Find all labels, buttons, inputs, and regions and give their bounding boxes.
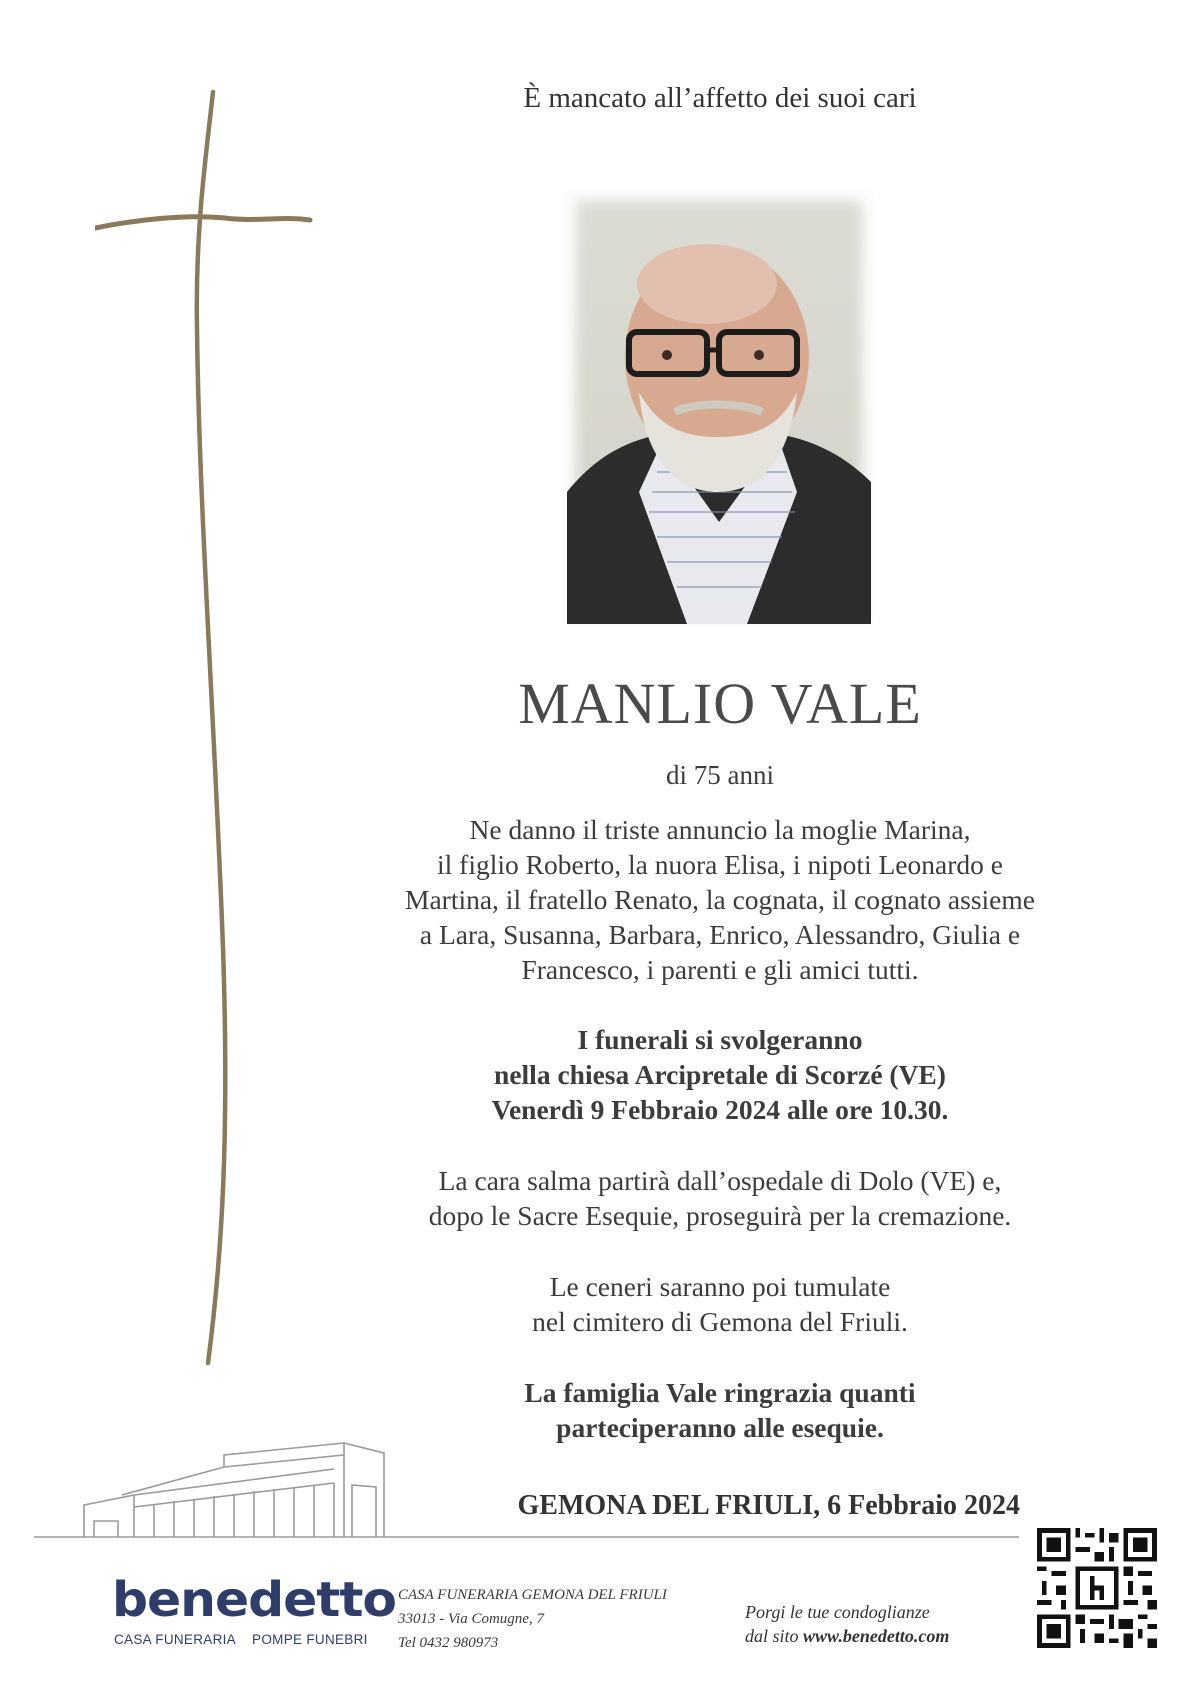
ashes-line: Le ceneri saranno poi tumulate [549,1271,891,1302]
place-and-date: GEMONA DEL FRIULI, 6 Febbraio 2024 [517,1490,1020,1521]
announcement-text [360,812,1080,987]
building-illustration [34,1425,1019,1545]
deceased-name: MANLIO VALE [518,671,922,736]
funeral-line: Venerdì 9 Febbraio 2024 alle ore 10.30. [491,1094,949,1125]
announcement-line: a Lara, Susanna, Barbara, Enrico, Alessandro, Giulia e [419,919,1021,950]
body-departure-info [360,1163,1080,1233]
announcement-line: Francesco, i parenti e gli amici tutti. [521,954,919,985]
website-link[interactable]: www.benedetto.com [803,1626,950,1646]
announcement-line: Ne danno il triste annuncio la moglie Marina, [469,814,971,845]
departure-line: dopo le Sacre Esequie, proseguirà per la cremazione. [428,1200,1012,1231]
cross-ornament [95,88,335,1368]
address-line: Tel 0432 980973 [398,1635,499,1651]
address-line: 33013 - Via Comugne, 7 [398,1611,544,1627]
portrait-photo [567,192,871,624]
funeral-line: nella chiesa Arcipretale di Scorzé (VE) [494,1059,946,1090]
departure-line: La cara salma partirà dall’ospedale di Dolo (VE) e, [438,1165,1002,1196]
condolences-note [745,1600,1010,1648]
funeral-info [360,1022,1080,1127]
ashes-line: nel cimitero di Gemona del Friuli. [532,1306,908,1337]
condolences-site-line [745,1624,1010,1648]
logo-subtitle-left: CASA FUNERARIA [114,1632,236,1647]
announcement-line: Martina, il fratello Renato, la cognata, il cognato assieme [405,884,1035,915]
announcement-line: il figlio Roberto, la nuora Elisa, i nipoti Leonardo e [437,849,1003,880]
thanks-line: parteciperanno alle esequie. [556,1412,884,1443]
intro-text: È mancato all’affetto dei suoi cari [523,82,917,114]
condolences-line: Porgi le tue condoglianze [745,1602,930,1622]
funeral-line: I funerali si svolgeranno [577,1024,863,1055]
logo-subtitle-right: POMPE FUNEBRI [252,1632,368,1647]
funeral-home-address [398,1583,667,1655]
benedetto-logo: benedetto [112,1572,396,1628]
thanks-line: La famiglia Vale ringrazia quanti [524,1377,916,1408]
ashes-info [360,1269,1080,1339]
address-line: CASA FUNERARIA GEMONA DEL FRIULI [398,1587,667,1603]
deceased-age: di 75 anni [666,760,774,790]
qr-code[interactable] [1037,1528,1157,1648]
logo-subtitle [114,1632,380,1647]
condolences-prefix: dal sito [745,1626,804,1646]
